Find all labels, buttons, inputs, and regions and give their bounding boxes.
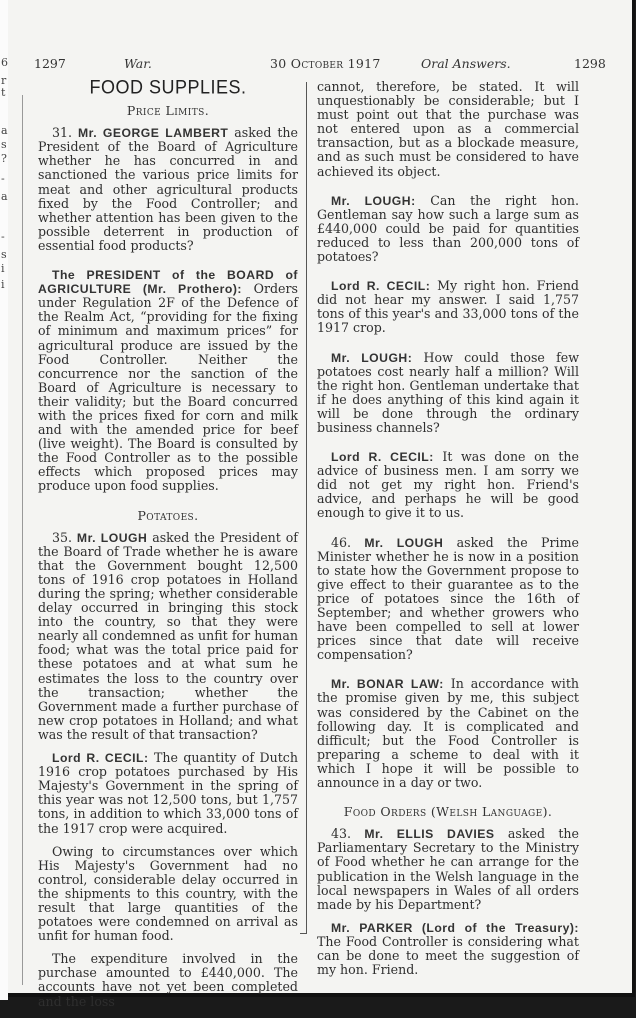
paragraph-text: Can the right hon. Gentleman say how such a large sum as £440,000 could be paid for quantities reduced to less than 200,000 tons of potatoes?: [317, 192, 579, 265]
reply-cecil-2: [317, 450, 579, 520]
running-header: [34, 56, 609, 74]
right-section-title: Oral Answers.: [421, 56, 511, 71]
margin-fragment: t: [1, 86, 6, 99]
question-35: [38, 531, 298, 742]
margin-fragment: -: [1, 230, 5, 243]
speaker-name: Lord R. CECIL:: [52, 751, 149, 766]
subheading-potatoes: Potatoes.: [137, 507, 199, 523]
right-page-number: 1298: [574, 56, 606, 71]
paragraph-text: asked the President of the Board of Trade whether he is aware that the Government bought 12,500 tons of 1916 crop potatoes in Holland during the spring; whether considerable delay occurred in bringing this stock into the country, so that they were nearly all condemned as unfit for human food; what was the total price paid for these potatoes and at what sum he estimates the loss to the country over the transaction; whether the Government made a further purchase of new crop potatoes in Holland; and what was the result of that transaction?: [38, 529, 298, 742]
question-43: [317, 827, 579, 912]
supplementary-lough-2: [317, 351, 579, 436]
speaker-name: Lord R. CECIL:: [331, 450, 434, 465]
margin-fragment: i: [1, 278, 5, 291]
left-page-rule: [22, 95, 23, 985]
header-date: 30 October 1917: [270, 56, 381, 71]
left-page-number: 1297: [34, 56, 66, 71]
column-divider-end: [300, 933, 307, 934]
paragraph-text: asked the Parliamentary Secretary to the Ministry of Food whether he can arrange for the publication in the Welsh language in the local newspapers in Wales of all orders made by his Department?: [317, 826, 579, 912]
margin-fragment: 6: [1, 56, 8, 69]
reply-cecil-1: [317, 279, 579, 335]
paragraph-text: The quantity of Dutch 1916 crop potatoes purchased by His Majesty's Government in the spring of this year was not 12,500 tons, but 1,757 tons, in addition to which 33,000 tons of the 1917 crop were acquired.: [38, 750, 298, 836]
paragraph-text: Orders under Regulation 2F of the Defence of the Realm Act, “providing for the fixing of minimum and maximum prices” for agricultural produce are issued by the Food Controller. Neither the concurrence nor the sanction of the Board of Agriculture is necessary to their validity; but the Board concurred with the prices fixed for corn and milk and with the amended price for beef (live weight). The Board is consulted by the Food Controller as to the possible effects which proposed prices may produce upon food supplies.: [38, 281, 298, 494]
paragraph-text: The Food Controller is considering what can be done to meet the suggestion of my hon. Friend.: [317, 933, 579, 978]
answer-cecil-expenditure: [38, 952, 298, 1008]
answer-cecil-continued: [38, 845, 298, 944]
paragraph-text: In accordance with the promise given by me, this subject was considered by the Cabinet on the following day. It is complicated and difficult; but the Food Controller is preparing a scheme to deal with it which I hope it will be possible to announce in a day or two.: [317, 676, 580, 791]
answer-cecil: [38, 751, 298, 836]
speaker-name: Mr. LOUGH: [364, 535, 444, 550]
answer-bonar-law: [317, 677, 579, 790]
margin-fragment: i: [1, 262, 5, 275]
question-46: [317, 536, 579, 663]
answer-prothero: [38, 268, 298, 494]
supplementary-lough-1: [317, 194, 579, 264]
question-31: [38, 126, 298, 253]
speaker-name: Mr. ELLIS DAVIES: [364, 827, 495, 842]
margin-fragment: -: [1, 172, 5, 185]
margin-fragment: a: [1, 190, 8, 203]
paragraph-text: My right hon. Friend did not hear my answer. I said 1,757 tons of this year's and 33,000 tons of the 1917 crop.: [317, 278, 579, 336]
paragraph-text: Owing to circumstances over which His Majesty's Government had no control, considerable delay occurred in the shipments to this country, with the result that large quantities of the potatoes were condemned on arrival as unfit for human food.: [38, 843, 298, 944]
paragraph-text: asked the Prime Minister whether he is now in a position to state how the Government propose to give effect to their guarantee as to the price of potatoes since the 16th of September; and whether growers who have been compelled to sell at lower prices since that date will receive compensation?: [317, 534, 579, 663]
speaker-name: Lord R. CECIL:: [331, 279, 431, 294]
paragraph-text: The expenditure involved in the purchase amounted to £440,000. The accounts have not yet been completed and the loss: [38, 951, 298, 1009]
question-number: 31.: [52, 125, 73, 141]
answer-parker: [317, 921, 579, 977]
subheading-welsh-language: Food Orders (Welsh Language).: [343, 804, 553, 820]
right-column: [317, 80, 579, 986]
speaker-name: Mr. BONAR LAW:: [331, 677, 444, 692]
speaker-name: Mr. LOUGH: [76, 530, 148, 545]
left-column: [38, 75, 298, 1018]
speaker-name: Mr. LOUGH:: [331, 193, 416, 208]
margin-fragment: ?: [1, 152, 7, 165]
column-divider: [306, 82, 307, 934]
continued-answer: cannot, therefore, be stated. It will unquestionably be considerable; but I must point out that the purchase was not entered upon as a commercial transaction, but as a blockade measure, and as such must be considered to have achieved its object.: [317, 79, 579, 179]
question-number: 35.: [52, 529, 73, 545]
paragraph-text: How could those few potatoes cost nearly half a million? Will the right hon. Gentleman undertake that if he does anything of this kind again it will be done through the ordinary business channels?: [317, 349, 579, 435]
margin-fragment: s: [1, 138, 7, 151]
speaker-name: Mr. GEORGE LAMBERT: [77, 126, 229, 141]
subheading-price-limits: Price Limits.: [126, 103, 210, 119]
margin-fragment: s: [1, 248, 7, 261]
margin-fragment: a: [1, 124, 8, 137]
question-number: 43.: [331, 826, 352, 842]
speaker-name: Mr. PARKER (Lord of the Treasury):: [331, 920, 579, 935]
page-title: FOOD SUPPLIES.: [89, 75, 247, 98]
hansard-page: [8, 0, 635, 1009]
margin-fragment: r: [1, 74, 7, 87]
left-margin-bleed: [0, 0, 8, 1000]
speaker-name: The PRESIDENT of the BOARD of AGRICULTURE (Mr. Prothero):: [38, 268, 298, 297]
paragraph-text: asked the President of the Board of Agriculture whether he has concurred in and sanctioned the various price limits for meat and other agricultural products fixed by the Food Controller; and whether attention has been given to the possible deterrent in production of essential food products?: [38, 125, 298, 253]
question-number: 46.: [331, 534, 352, 550]
speaker-name: Mr. LOUGH:: [331, 350, 413, 365]
paragraph-text: It was done on the advice of business men. I am sorry we did not get my right hon. Friend's advice, and perhaps he will be good enough to give it to us.: [317, 449, 579, 521]
left-section-title: War.: [124, 56, 152, 71]
